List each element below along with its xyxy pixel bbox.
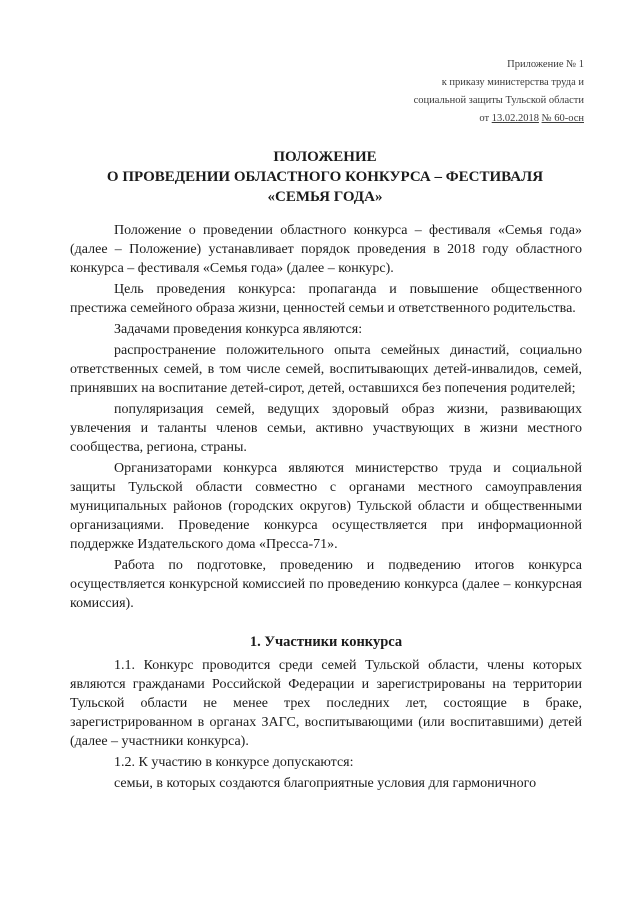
paragraph-task-1: распространение положительного опыта семейных династий, социально ответственных семей, в том числе семей, воспитывающих детей-инвалидов, семей, принявших на воспитание детей-сирот, детей, оставшихся без попечения родителей; [70, 343, 582, 396]
approval-note [324, 56, 584, 128]
approval-line-1: Приложение № 1 [507, 59, 584, 70]
section-1-paragraph-2: 1.2. К участию в конкурсе допускаются: [114, 755, 354, 770]
document-title [60, 147, 590, 207]
approval-number: № 60-осн [541, 113, 584, 124]
paragraph-commission: Работа по подготовке, проведению и подведению итогов конкурса осуществляется конкурсной комиссией по проведению конкурса (далее – конкурсная комиссия). [70, 558, 582, 611]
document-body [70, 221, 582, 795]
approval-line-2: к приказу министерства труда и [441, 77, 584, 88]
section-1-heading: 1. Участники конкурса [249, 634, 403, 650]
paragraph-organizers: Организаторами конкурса являются министерство труда и социальной защиты Тульской области совместно с органами местного самоуправления муниципальных районов (городских округов) Тульской области и общественными организациями. Проведение конкурса осуществляется при информационной поддержке Издательского дома «Пресса-71». [70, 461, 582, 552]
approval-date: 13.02.2018 [491, 113, 539, 124]
approval-prefix: от [479, 113, 490, 124]
title-line-1: ПОЛОЖЕНИЕ [273, 149, 377, 165]
approval-line-3: социальной защиты Тульской области [413, 95, 584, 106]
section-1-paragraph-3: семьи, в которых создаются благоприятные условия для гармоничного [114, 776, 537, 791]
approval-date-line [324, 110, 584, 128]
paragraph-goal: Цель проведения конкурса: пропаганда и повышение общественного престижа семейного образа жизни, ценностей семьи и ответственного родительства. [70, 282, 582, 316]
section-1-paragraph-1: 1.1. Конкурс проводится среди семей Тульской области, члены которых являются гражданами Российской Федерации и зарегистрированы на территории Тульской области не менее трех последних лет, состоящие в браке, зарегистрированном в органах ЗАГС, воспитывающими (или воспитавшими) детей (далее – участники конкурса). [70, 658, 582, 749]
paragraph-tasks: Задачами проведения конкурса являются: [114, 322, 363, 337]
title-line-2: О ПРОВЕДЕНИИ ОБЛАСТНОГО КОНКУРСА – ФЕСТИВАЛЯ [106, 169, 544, 185]
title-line-3: «СЕМЬЯ ГОДА» [267, 189, 383, 205]
paragraph-task-2: популяризация семей, ведущих здоровый образ жизни, развивающих увлечения и таланты членов семьи, активно участвующих в жизни местного сообщества, региона, страны. [70, 402, 582, 455]
paragraph-intro: Положение о проведении областного конкурса – фестиваля «Семья года» (далее – Положение) устанавливает порядок проведения в 2018 году областного конкурса – фестиваля «Семья года» (далее – конкурс). [70, 223, 582, 276]
